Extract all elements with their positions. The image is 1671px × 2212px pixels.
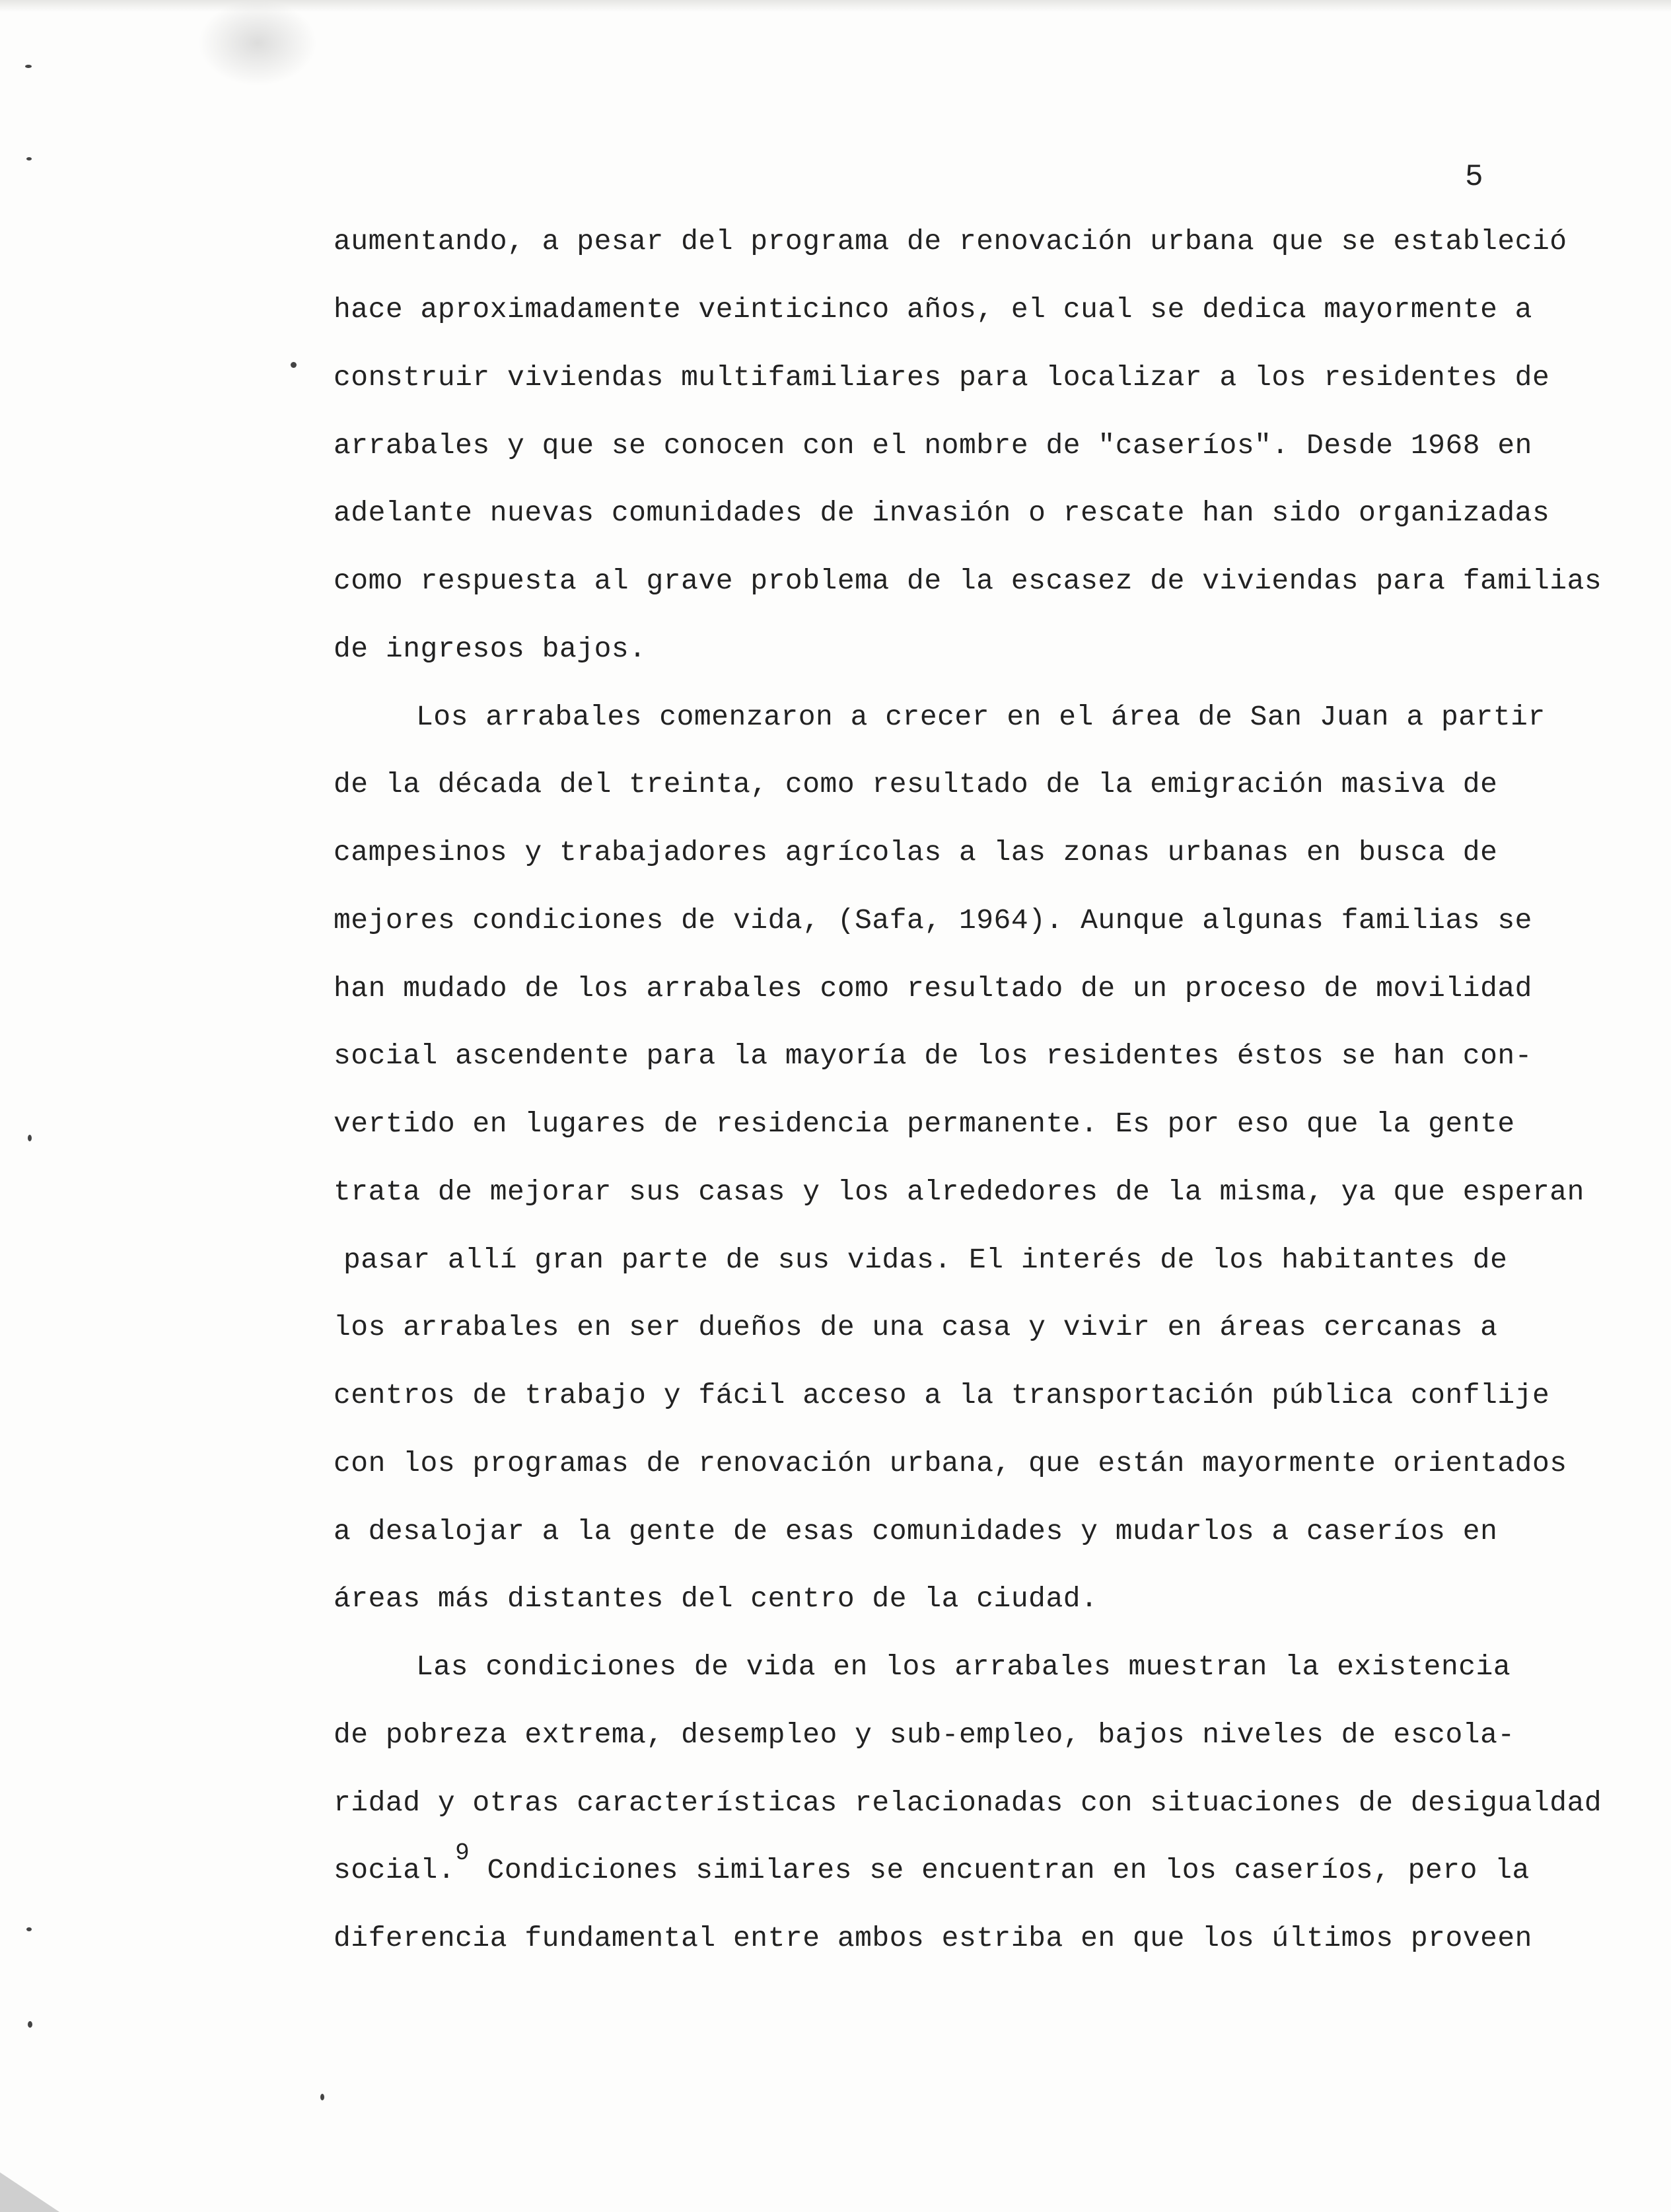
- text-line: adelante nuevas comunidades de invasión o rescate han sido organizadas: [334, 497, 1550, 529]
- text-line: hace aproximadamente veinticinco años, el cual se dedica mayormente a: [334, 293, 1532, 326]
- text-line: trata de mejorar sus casas y los alrededores de la misma, ya que esperan: [334, 1176, 1584, 1208]
- text-line: de ingresos bajos.: [334, 633, 647, 665]
- text-line: los arrabales en ser dueños de una casa y vivir en áreas cercanas a: [334, 1311, 1498, 1343]
- text-line: ridad y otras características relacionadas con situaciones de desigualdad: [334, 1787, 1602, 1819]
- text-line: a desalojar a la gente de esas comunidades y mudarlos a caseríos en: [334, 1515, 1498, 1548]
- text-line: vertido en lugares de residencia permanente. Es por eso que la gente: [334, 1108, 1515, 1140]
- text-line: mejores condiciones de vida, (Safa, 1964). Aunque algunas familias se: [334, 904, 1532, 937]
- text-line: han mudado de los arrabales como resultado de un proceso de movilidad: [334, 972, 1532, 1005]
- text-line: Los arrabales comenzaron a crecer en el área de San Juan a partir: [416, 701, 1546, 733]
- page-number: 5: [1465, 160, 1483, 194]
- footnote-marker: 9: [455, 1839, 470, 1867]
- scan-speck: [26, 157, 32, 161]
- scan-speck: [28, 1135, 32, 1141]
- scan-speck: [26, 1927, 32, 1931]
- text-line: aumentando, a pesar del programa de renovación urbana que se estableció: [334, 225, 1567, 258]
- scan-speck: [320, 2094, 324, 2100]
- text-fragment: Condiciones similares se encuentran en los caseríos, pero la: [470, 1854, 1530, 1886]
- text-line-with-footnote: [334, 1839, 1530, 1890]
- scan-speck: [291, 362, 297, 368]
- text-line: diferencia fundamental entre ambos estriba en que los últimos proveen: [334, 1922, 1532, 1954]
- text-line: Las condiciones de vida en los arrabales muestran la existencia: [416, 1651, 1511, 1683]
- text-line: construir viviendas multifamiliares para localizar a los residentes de: [334, 361, 1550, 394]
- scan-smudge: [198, 0, 317, 86]
- text-line: áreas más distantes del centro de la ciudad.: [334, 1583, 1098, 1615]
- text-line: como respuesta al grave problema de la escasez de viviendas para familias: [334, 565, 1602, 597]
- text-fragment: social.: [334, 1854, 456, 1886]
- scan-speck: [25, 65, 32, 68]
- page-corner-fold: [0, 2172, 59, 2212]
- scan-speck: [28, 2021, 32, 2028]
- text-line: social ascendente para la mayoría de los residentes éstos se han con-: [334, 1040, 1532, 1072]
- text-line: de la década del treinta, como resultado de la emigración masiva de: [334, 768, 1498, 801]
- text-line: campesinos y trabajadores agrícolas a las zonas urbanas en busca de: [334, 836, 1498, 869]
- text-line: arrabales y que se conocen con el nombre de "caseríos". Desde 1968 en: [334, 429, 1532, 462]
- text-line: de pobreza extrema, desempleo y sub-empleo, bajos niveles de escola-: [334, 1719, 1515, 1751]
- text-line: con los programas de renovación urbana, que están mayormente orientados: [334, 1447, 1567, 1480]
- text-line: pasar allí gran parte de sus vidas. El interés de los habitantes de: [343, 1244, 1508, 1276]
- text-line: centros de trabajo y fácil acceso a la transportación pública conflije: [334, 1379, 1550, 1411]
